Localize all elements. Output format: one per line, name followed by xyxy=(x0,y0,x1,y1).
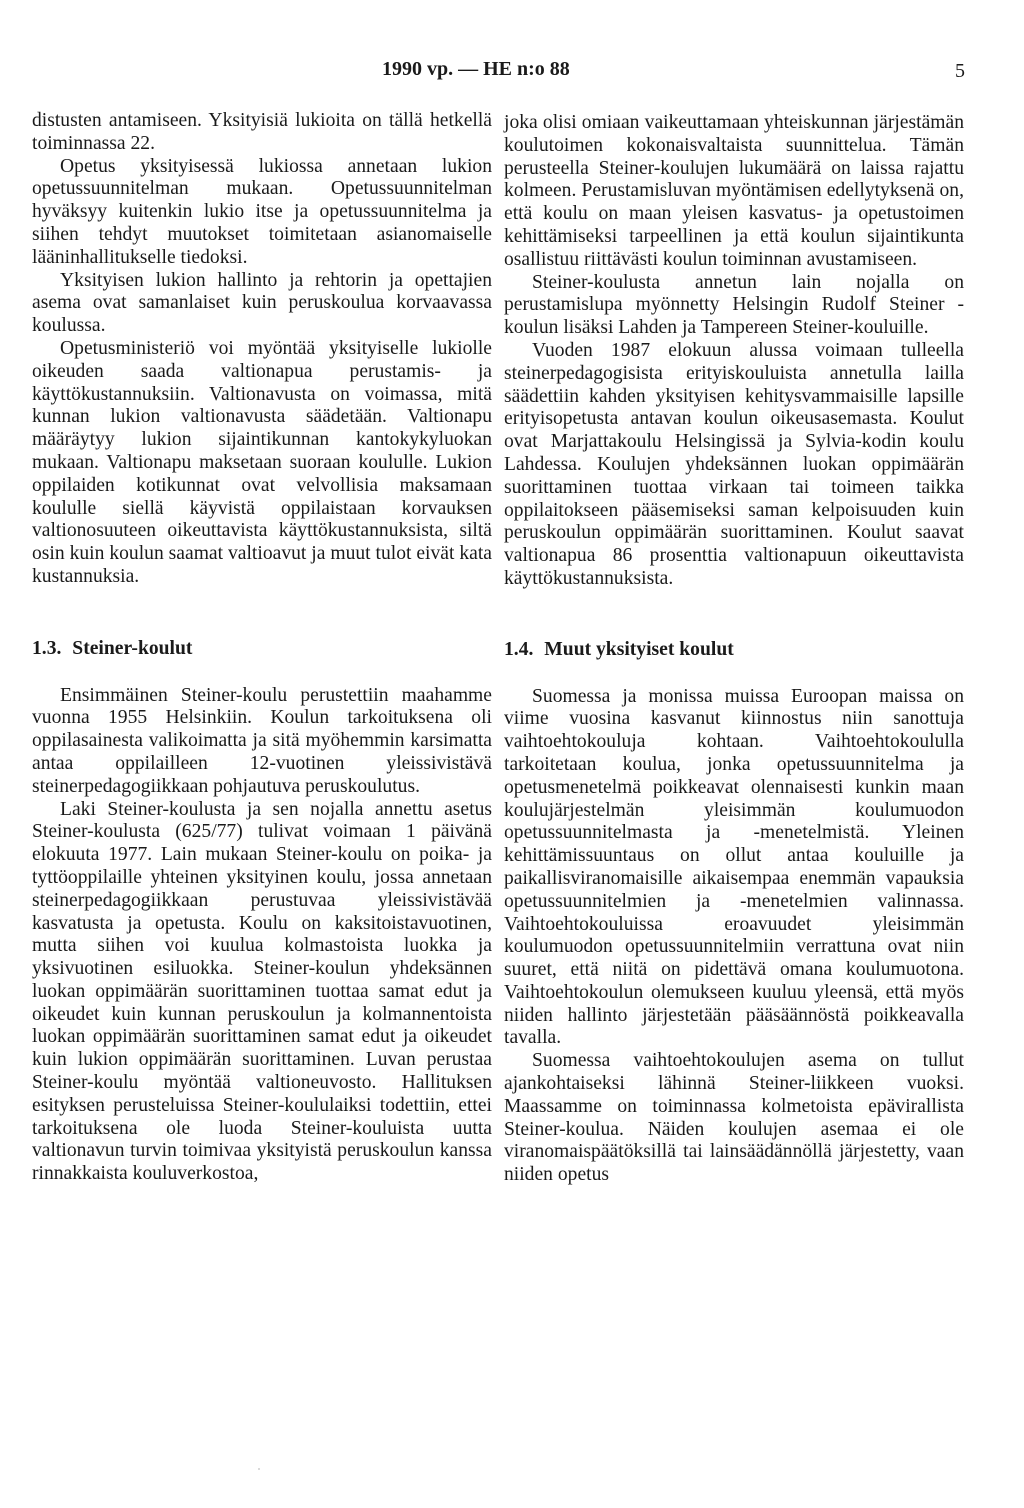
section-number: 1.3. xyxy=(32,637,62,659)
paragraph: Vuoden 1987 elokuun alussa voimaan tulleella steinerpedagogisista erityiskouluista annetulla lailla säädettiin kahden yksityisen kehitysvammaisille lapsille erityisopetusta antavan koulun oikeusasemasta. Koulut ovat Marjattakoulu Helsingissä ja Sylvia-kodin koulu Lahdessa. Koulujen yhdeksännen luokan oppimäärän suorittaminen tuottaa virkaan tai toimeen taikka oppilaitokseen pääsemiseksi saman kelpoisuuden kuin peruskoulun oppimäärän suorittaminen. Koulut saavat valtionapua 86 prosenttia valtionapuun oikeuttavista käyttökustannuksista. xyxy=(504,339,964,589)
paragraph: joka olisi omiaan vaikeuttamaan yhteiskunnan järjestämän koulutoimen kokonaisvaltaista suunnittelua. Tämän perusteella Steiner-koulujen lukumäärä on laissa rajattu kolmeen. Perustamisluvan myöntämisen edellytyksenä on, että koulu on maan yleisen kasvatus- ja opetustoimen kehittämiseksi tarpeellinen ja että koulun sijaintikunta osallistuu riittävästi koulun toiminnan avustamiseen. xyxy=(504,112,964,270)
page-header xyxy=(0,58,1024,88)
paragraph: Laki Steiner-koulusta ja sen nojalla annettu asetus Steiner-koulusta (625/77) tulivat voimaan 1 päivänä elokuuta 1977. Lain mukaan Steiner-koulu on poika- ja tyttöoppilaille yhteinen yksityinen koulu, jossa annetaan steinerpedagogiikkaan perustuvaa yleissivistävää kasvatusta ja opetusta. Koulu on kaksitoistavuotinen, mutta siihen voi kuulua kolmastoista luokka ja yksivuotinen esiluokka. Steiner-koulun yhdeksännen luokan oppimäärän suorittaminen tuottaa samat edut ja oikeudet kuin kunnan peruskoulun ja kolmannentoista luokan oppimäärän suorittaminen samat edut ja oikeudet kuin lukion oppimäärän suorittaminen. Luvan perustaa Steiner-koulu myöntää valtioneuvosto. Hallituksen esityksen perusteluissa Steiner-koululaiksi todettiin, ettei tarkoituksena ole luoda Steiner-kouluista uutta valtionavun turvin toimivaa yksityistä peruskoulun kanssa rinnakkaista kouluverkostoa, xyxy=(32,798,492,1185)
section-heading xyxy=(504,639,964,662)
paragraph: Steiner-koulusta annetun lain nojalla on perustamislupa myönnetty Helsingin Rudolf Steiner -koulun lisäksi Lahden ja Tampereen Steiner-kouluille. xyxy=(504,271,964,339)
right-column xyxy=(504,112,964,1187)
paragraph: Suomessa vaihtoehtokoulujen asema on tullut ajankohtaiseksi lähinnä Steiner-liikkeen vuoksi. Maassamme on toiminnassa kolmetoista epävirallista Steiner-koulua. Näiden koulujen asemaa ei ole viranomaispäätöksillä tai lainsäädännöllä järjestetty, vaan niiden opetus xyxy=(504,1050,964,1186)
section-title: Muut yksityiset koulut xyxy=(544,638,734,660)
paragraph: Yksityisen lukion hallinto ja rehtorin ja opettajien asema ovat samanlaiset kuin peruskoulua korvaavassa koulussa. xyxy=(32,269,492,337)
paragraph: Opetusministeriö voi myöntää yksityiselle lukiolle oikeuden saada valtionapua perustamis- ja käyttökustannuksiin. Valtionavusta on voimassa, mitä kunnan lukion valtionavusta säädetään. Valtionapu määräytyy lukion sijaintikunnan kantokykyluokan mukaan. Valtionapu maksetaan suoraan koululle. Lukion oppilaiden kotikunnat ovat velvollisia maksamaan koululle siellä käyvistä oppilaistaan korvauksen valtionosuuteen oikeuttavista käyttökustannuksista, siltä osin kuin koulun saamat valtioavut ja muut tulot eivät kata kustannuksia. xyxy=(32,337,492,587)
section-title: Steiner-koulut xyxy=(72,637,193,659)
running-title: 1990 vp. — HE n:o 88 xyxy=(382,58,570,80)
page-number: 5 xyxy=(955,60,965,82)
section-number: 1.4. xyxy=(504,638,534,660)
paragraph: Suomessa ja monissa muissa Euroopan maissa on viime vuosina kasvanut kiinnostus niin sanottuja vaihtoehtokouluja kohtaan. Vaihtoehtokoululla tarkoitetaan koulua, jonka opetussuunnitelma ja opetusmenetelmä poikkeavat olennaisesti kunkin maan koulujärjestelmän yleisimmän koulumuodon opetussuunnitelmasta ja -menetelmistä. Yleinen kehittämissuuntaus on ollut antaa kouluille ja paikallisviranomaisille aikaisempaa enemmän vapauksia opetussuunnitelmien ja -menetelmien valinnassa. Vaihtoehtokouluissa eroavuudet yleisimmän koulumuodon opetussuunnitelmiin verrattuna ovat niin suuret, että niitä on pidettävä omana koulumuotona. Vaihtoehtokoulun olemukseen kuuluu yleensä, että myös niiden hallinto järjestetään pääsäännöstä poikkeavalla tavalla. xyxy=(504,685,964,1049)
paragraph: Opetus yksityisessä lukiossa annetaan lukion opetussuunnitelman mukaan. Opetussuunnitelman hyväksyy kuitenkin lukio itse ja opetussuunnitelma ja siihen tehdyt muutokset toimitetaan asianomaiselle lääninhallitukselle tiedoksi. xyxy=(32,155,492,268)
scan-speck xyxy=(258,1468,260,1470)
paragraph: distusten antamiseen. Yksityisiä lukioita on tällä hetkellä toiminnassa 22. xyxy=(32,110,492,154)
section-heading xyxy=(32,638,492,661)
paragraph: Ensimmäinen Steiner-koulu perustettiin maahamme vuonna 1955 Helsinkiin. Koulun tarkoituksena oli oppilasainesta valikoimatta ja sitä myöhemmin karsimatta antaa oppilailleen 12-vuotinen yleissivistävä steinerpedagogiikkaan pohjautuva peruskoulutus. xyxy=(32,684,492,797)
left-column xyxy=(32,110,492,1186)
